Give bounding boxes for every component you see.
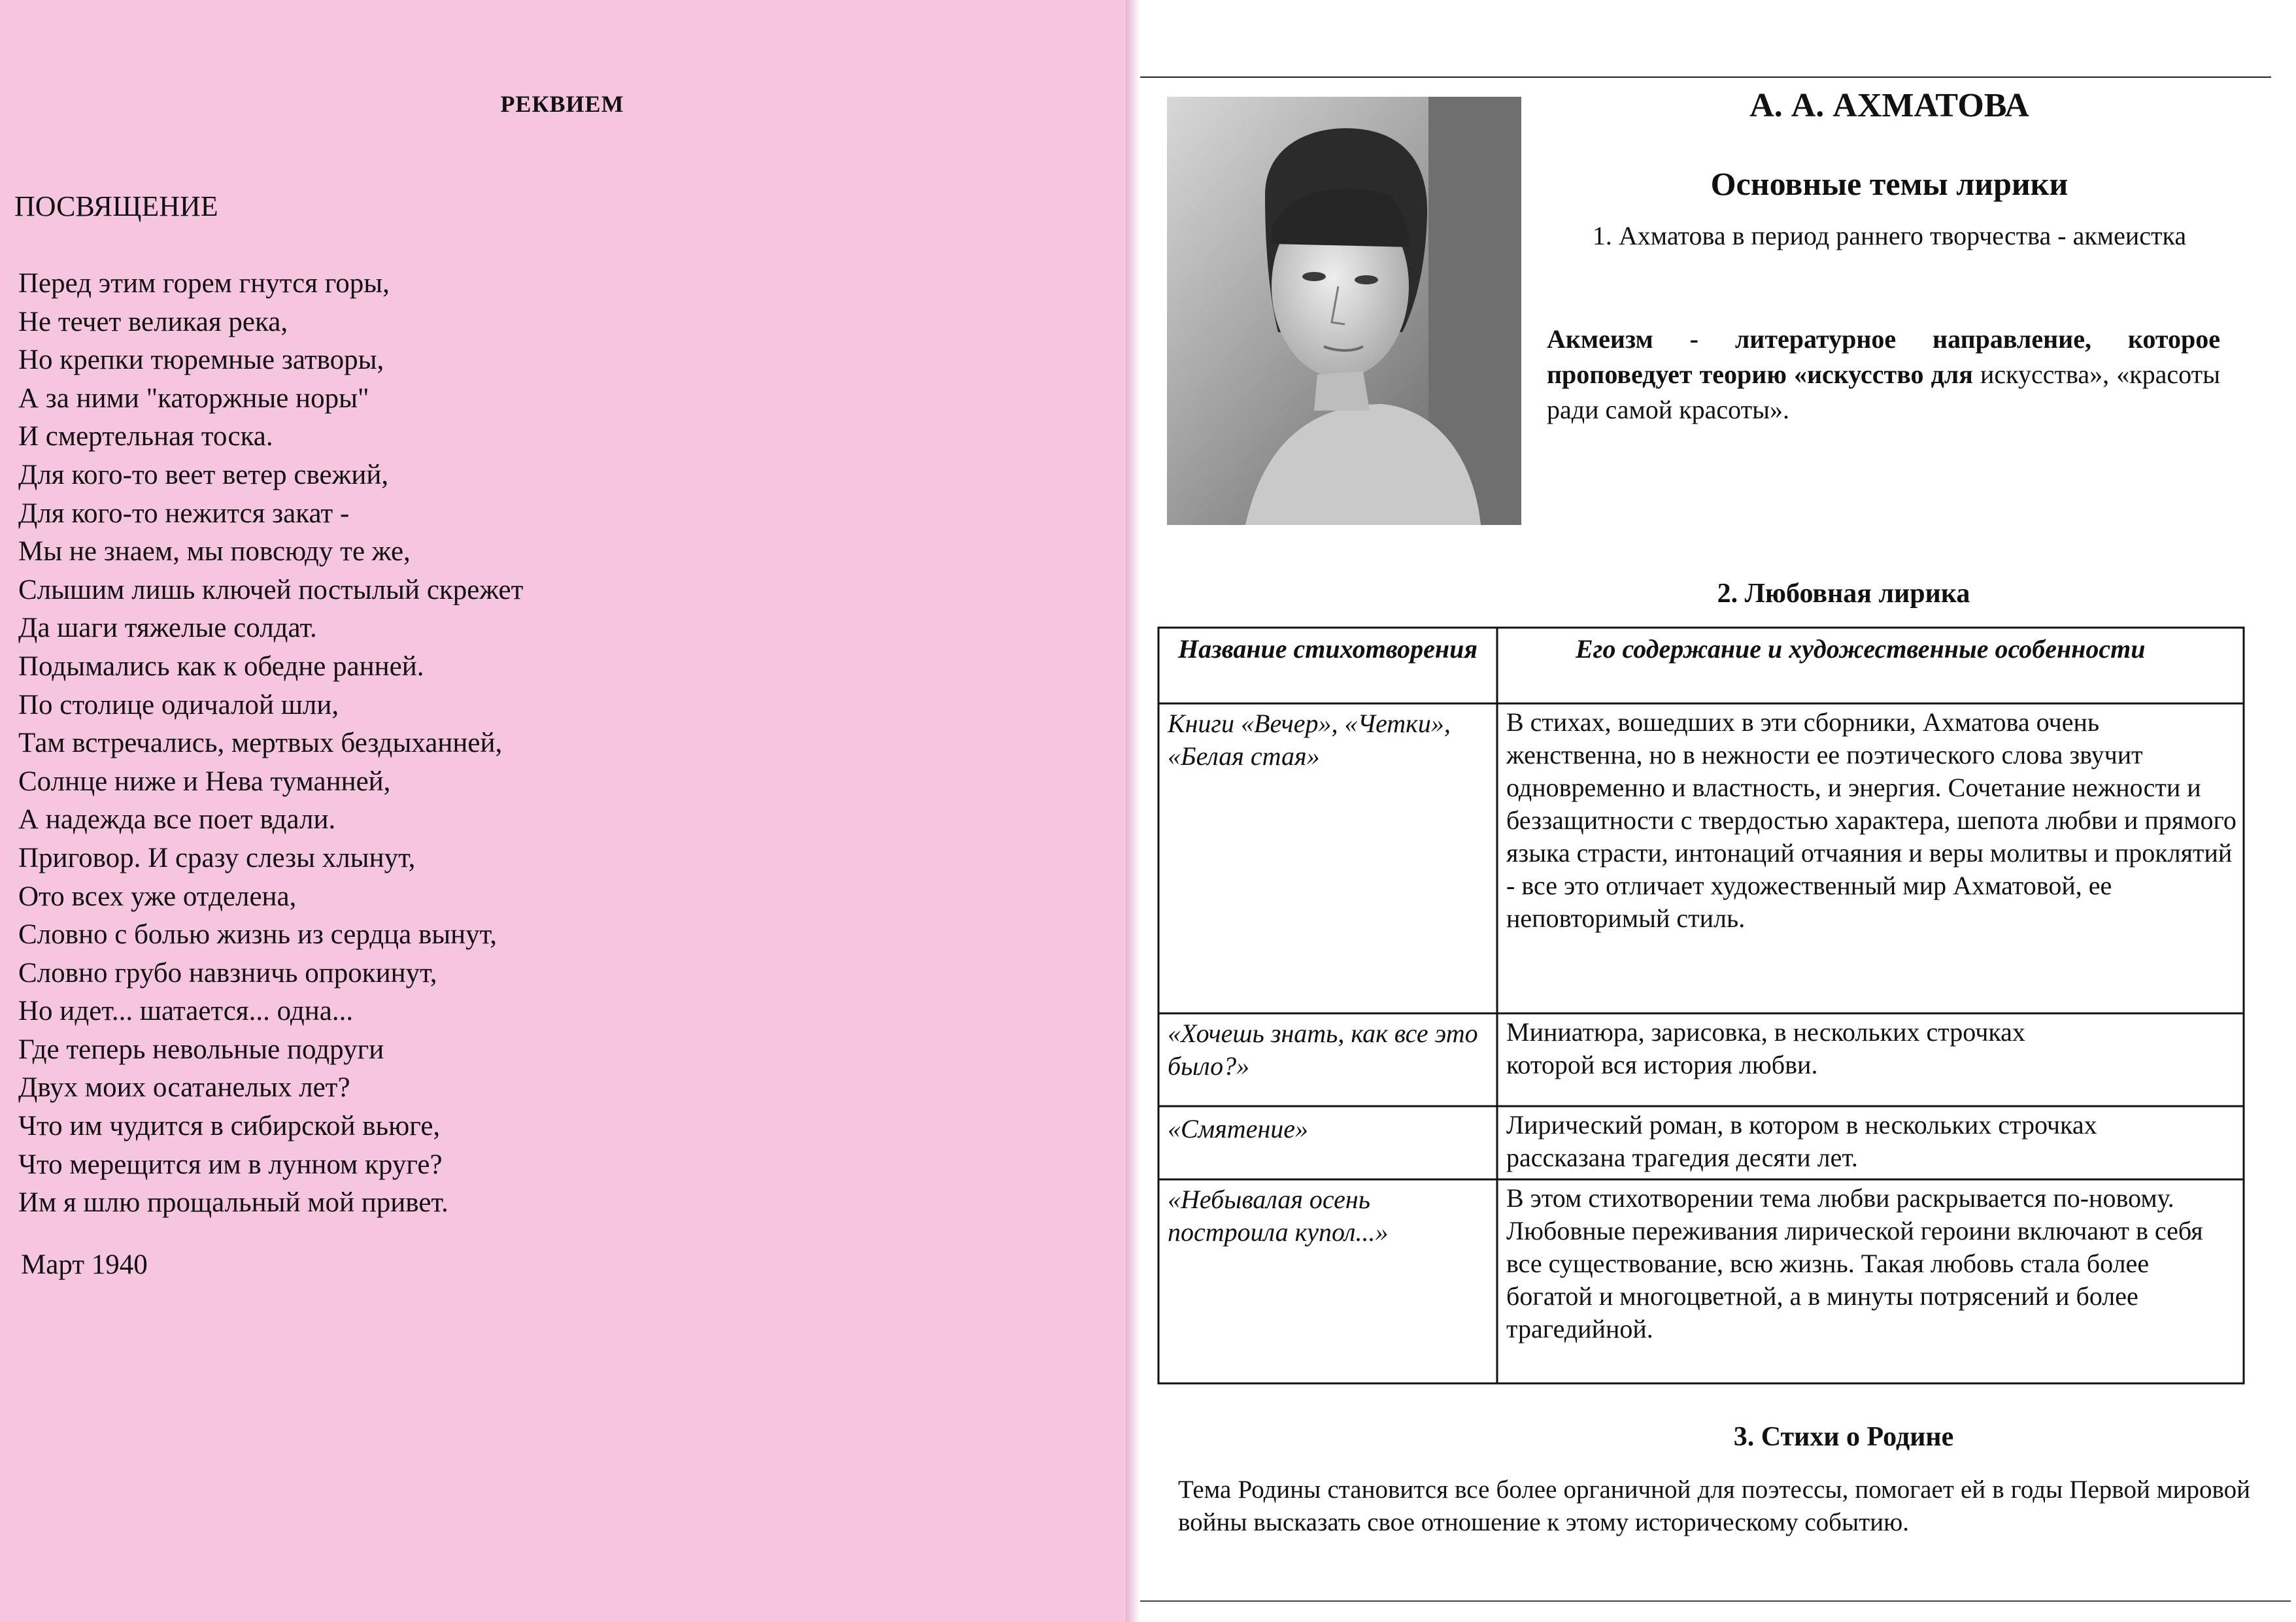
table-row-content: В этом стихотворении тема любви раскрывается по-новому. Любовные переживания лирической героини включают в себя все существование, всю жизнь. Такая любовь стала более богатой и многоцветной, а в минуты потрясений и более трагедийной.: [1506, 1183, 2203, 1343]
table-header-content: Его содержание и художественные особенности: [1576, 634, 2146, 664]
poem-line: По столице одичалой шли,: [18, 689, 339, 720]
poem-line: Мы не знаем, мы повсюду те же,: [18, 536, 411, 567]
period-text: 1. Ахматова в период раннего творчества - акмеистка: [1592, 221, 2187, 250]
poems-table: [1157, 626, 2245, 1385]
poem-line: Не течет великая река,: [18, 306, 288, 337]
poem-line: Словно с болью жизнь из сердца вынут,: [18, 919, 497, 951]
table-row-title: «Небывалая осень построила купол...»: [1168, 1185, 1389, 1247]
author-portrait: [1167, 97, 1521, 525]
poem: [18, 265, 523, 1223]
table-row-title: «Хочешь знать, как все это было?»: [1168, 1019, 1478, 1081]
table-row-content: Миниатюра, зарисовка, в нескольких строчках которой вся история любви.: [1506, 1017, 2025, 1079]
poem-line: Где теперь невольные подруги: [18, 1034, 384, 1065]
poem-line: Слышим лишь ключей постылый скрежет: [18, 574, 524, 605]
poem-line: Там встречались, мертвых бездыханней,: [18, 728, 503, 759]
author-name: А. А. АХМАТОВА: [1749, 87, 2029, 124]
left-page: [0, 0, 1136, 1622]
poem-line: Солнце ниже и Нева туманней,: [18, 766, 391, 797]
poem-line: Им я шлю прощальный мой привет.: [18, 1187, 448, 1219]
poem-line: А за ними "каторжные норы": [18, 382, 369, 414]
poem-line: Перед этим горем гнутся горы,: [18, 268, 390, 299]
poem-line: Что им чудится в сибирской вьюге,: [18, 1111, 441, 1142]
table-row-title: Книги «Вечер», «Четки», «Белая стая»: [1168, 709, 1451, 771]
bottom-divider: [1140, 1600, 2291, 1602]
page-fold: [1126, 0, 1140, 1622]
poem-line: Но идет... шатается... одна...: [18, 996, 354, 1027]
love-lyrics-heading: 2. Любовная лирика: [1717, 579, 1970, 609]
poem-line: Ото всех уже отделена,: [18, 881, 297, 912]
poem-line: Подымались как к обедне ранней.: [18, 650, 424, 682]
table-header-title: Название стихотворения: [1178, 634, 1477, 664]
poem-line: Но крепки тюремные затворы,: [18, 345, 384, 376]
poem-line: А надежда все поет вдали.: [18, 804, 336, 836]
table-row-content: В стихах, вошедших в эти сборники, Ахматова очень женственна, но в нежности ее поэтического слова звучит одновременно и властность, и энергия. Сочетание нежности и беззащитности с твердостью характера, шепота любви и прямого языка страсти, интонаций отчаяния и веры молитвы и проклятий - все это отличает художественный мир Ахматовой, ее неповторимый стиль.: [1506, 707, 2237, 933]
poem-line: Для кого-то нежится закат -: [18, 498, 350, 529]
poem-line: И смертельная тоска.: [18, 421, 273, 452]
topics-heading: Основные темы лирики: [1710, 165, 2068, 202]
poem-line: Словно грубо навзничь опрокинут,: [18, 957, 437, 988]
poem-line: Приговор. И сразу слезы хлынут,: [18, 842, 416, 873]
acmeism-bold-text: Акмеизм - литературное направление, которое проповедует теорию «искусство для: [1547, 324, 2220, 389]
dedication-title: ПОСВЯЩЕНИЕ: [14, 190, 218, 222]
table-row-content: Лирический роман, в котором в нескольких строчках рассказана трагедия десяти лет.: [1506, 1110, 2097, 1172]
poem-line: Что мерещится им в лунном круге?: [18, 1149, 443, 1180]
acmeism-text: искусства», «красоты ради самой красоты».: [1547, 360, 2220, 424]
top-divider: [1140, 76, 2271, 78]
requiem-title: РЕКВИЕМ: [500, 91, 624, 117]
portrait-photo-icon: [1167, 97, 1521, 525]
homeland-heading: 3. Стихи о Родине: [1733, 1422, 1954, 1452]
poem-date: Март 1940: [21, 1249, 148, 1280]
acmeism-definition: [1547, 322, 2220, 428]
table-row-title: «Смятение»: [1168, 1114, 1309, 1143]
poem-line: Двух моих осатанелых лет?: [18, 1072, 350, 1104]
homeland-text: Тема Родины становится все более органичной для поэтессы, помогает ей в годы Первой мировой войны высказать свое отношение к этому историческому событию.: [1178, 1476, 2250, 1536]
poem-line: Да шаги тяжелые солдат.: [18, 613, 317, 644]
poem-line: Для кого-то веет ветер свежий,: [18, 459, 389, 490]
